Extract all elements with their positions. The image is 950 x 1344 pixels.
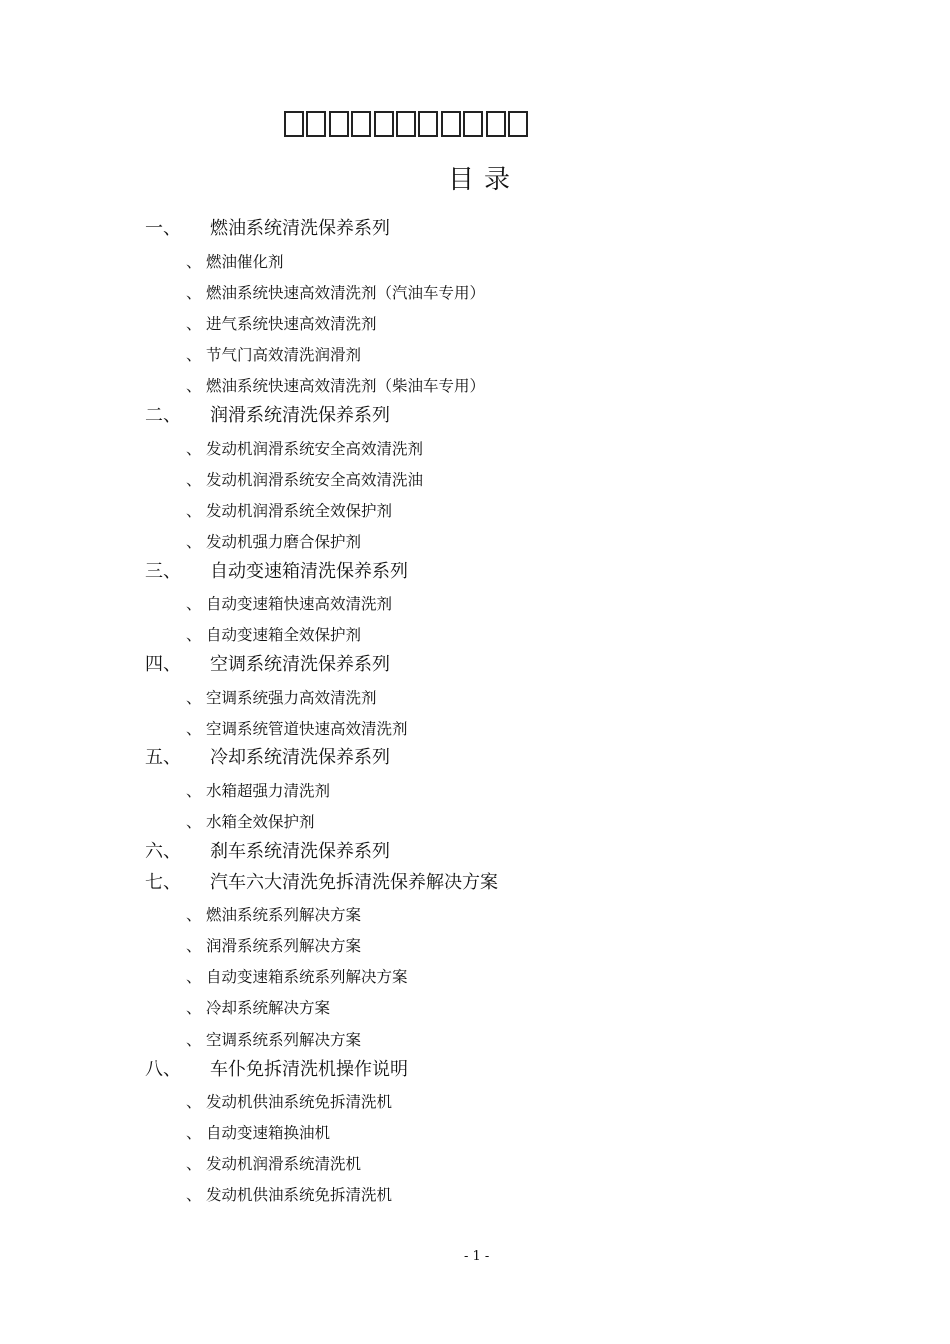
item-label: 燃油系统快速高效清洗剂（柴油车专用） [206,377,486,395]
item-marker: 、 [186,968,202,986]
title-glyph-box [396,111,416,137]
section-title: 刹车系统清洗保养系列 [210,841,390,862]
item-label: 冷却系统解决方案 [206,999,331,1017]
item-marker: 、 [186,533,202,551]
item-label: 发动机供油系统免拆清洗机 [206,1186,393,1204]
toc-item [186,997,330,1019]
item-marker: 、 [186,1093,202,1111]
section-title: 空调系统清洗保养系列 [210,654,390,675]
item-marker: 、 [186,720,202,738]
toc-section [145,840,390,864]
item-label: 发动机润滑系统清洗机 [206,1155,362,1173]
section-title: 车仆免拆清洗机操作说明 [210,1059,408,1080]
item-marker: 、 [186,999,202,1017]
toc-item [186,344,361,366]
toc-item [186,500,392,522]
item-label: 发动机润滑系统安全高效清洗油 [206,471,424,489]
item-label: 自动变速箱系统系列解决方案 [206,968,408,986]
section-number: 七、 [145,872,181,893]
toc-item [186,718,408,740]
toc-item [186,687,377,709]
item-label: 发动机润滑系统全效保护剂 [206,502,393,520]
item-label: 进气系统快速高效清洗剂 [206,315,377,333]
toc-item [186,282,485,304]
item-marker: 、 [186,1186,202,1204]
item-marker: 、 [186,502,202,520]
toc-item [186,313,377,335]
toc-item [186,531,361,553]
section-title: 润滑系统清洗保养系列 [210,405,390,426]
toc-item [186,904,361,926]
section-number: 三、 [145,561,181,582]
section-number: 一、 [145,218,181,239]
item-marker: 、 [186,346,202,364]
toc-item [186,438,423,460]
item-label: 燃油系统快速高效清洗剂（汽油车专用） [206,284,486,302]
title-glyph-box [486,111,506,137]
item-label: 水箱全效保护剂 [206,813,315,831]
title-glyph-box [351,111,371,137]
toc-section [145,871,498,895]
section-number: 八、 [145,1059,181,1080]
toc-heading: 目录 [448,165,521,195]
toc-item [186,251,284,273]
document-title-placeholder [284,104,544,144]
item-marker: 、 [186,471,202,489]
item-marker: 、 [186,1031,202,1049]
item-label: 空调系统系列解决方案 [206,1031,362,1049]
title-glyph-box [441,111,461,137]
item-marker: 、 [186,284,202,302]
toc-item [186,1029,361,1051]
title-glyph-box [418,111,438,137]
toc-item [186,375,485,397]
title-glyph-box [463,111,483,137]
item-label: 自动变速箱快速高效清洗剂 [206,595,393,613]
toc-section [145,1058,408,1082]
toc-item [186,935,361,957]
item-marker: 、 [186,1155,202,1173]
item-label: 发动机润滑系统安全高效清洗剂 [206,440,424,458]
item-label: 润滑系统系列解决方案 [206,937,362,955]
item-marker: 、 [186,315,202,333]
item-label: 自动变速箱换油机 [206,1124,331,1142]
section-title: 燃油系统清洗保养系列 [210,218,390,239]
title-glyph-box [284,111,304,137]
item-marker: 、 [186,906,202,924]
page-number: - 1 - [464,1249,490,1264]
item-marker: 、 [186,253,202,271]
item-label: 燃油系统系列解决方案 [206,906,362,924]
item-marker: 、 [186,937,202,955]
section-title: 自动变速箱清洗保养系列 [210,561,408,582]
item-marker: 、 [186,813,202,831]
toc-item [186,1184,392,1206]
item-marker: 、 [186,626,202,644]
item-label: 发动机供油系统免拆清洗机 [206,1093,393,1111]
section-number: 五、 [145,747,181,768]
item-marker: 、 [186,689,202,707]
toc-item [186,1091,392,1113]
section-number: 四、 [145,654,181,675]
title-glyph-box [508,111,528,137]
toc-section [145,746,390,770]
section-title: 汽车六大清洗免拆清洗保养解决方案 [210,872,498,893]
toc-section [145,404,390,428]
item-marker: 、 [186,595,202,613]
title-glyph-box [329,111,349,137]
item-label: 自动变速箱全效保护剂 [206,626,362,644]
toc-item [186,1122,330,1144]
section-number: 六、 [145,841,181,862]
toc-item [186,469,423,491]
item-label: 燃油催化剂 [206,253,284,271]
toc-item [186,593,392,615]
item-label: 空调系统强力高效清洗剂 [206,689,377,707]
toc-item [186,811,315,833]
item-label: 节气门高效清洗润滑剂 [206,346,362,364]
item-label: 水箱超强力清洗剂 [206,782,331,800]
item-label: 空调系统管道快速高效清洗剂 [206,720,408,738]
section-number: 二、 [145,405,181,426]
toc-section [145,217,390,241]
item-label: 发动机强力磨合保护剂 [206,533,362,551]
toc-item [186,1153,361,1175]
title-glyph-box [374,111,394,137]
toc-item [186,780,330,802]
toc-section [145,653,390,677]
item-marker: 、 [186,782,202,800]
item-marker: 、 [186,1124,202,1142]
toc-section [145,560,408,584]
toc-item [186,624,361,646]
item-marker: 、 [186,377,202,395]
title-glyph-box [306,111,326,137]
toc-item [186,966,408,988]
section-title: 冷却系统清洗保养系列 [210,747,390,768]
item-marker: 、 [186,440,202,458]
